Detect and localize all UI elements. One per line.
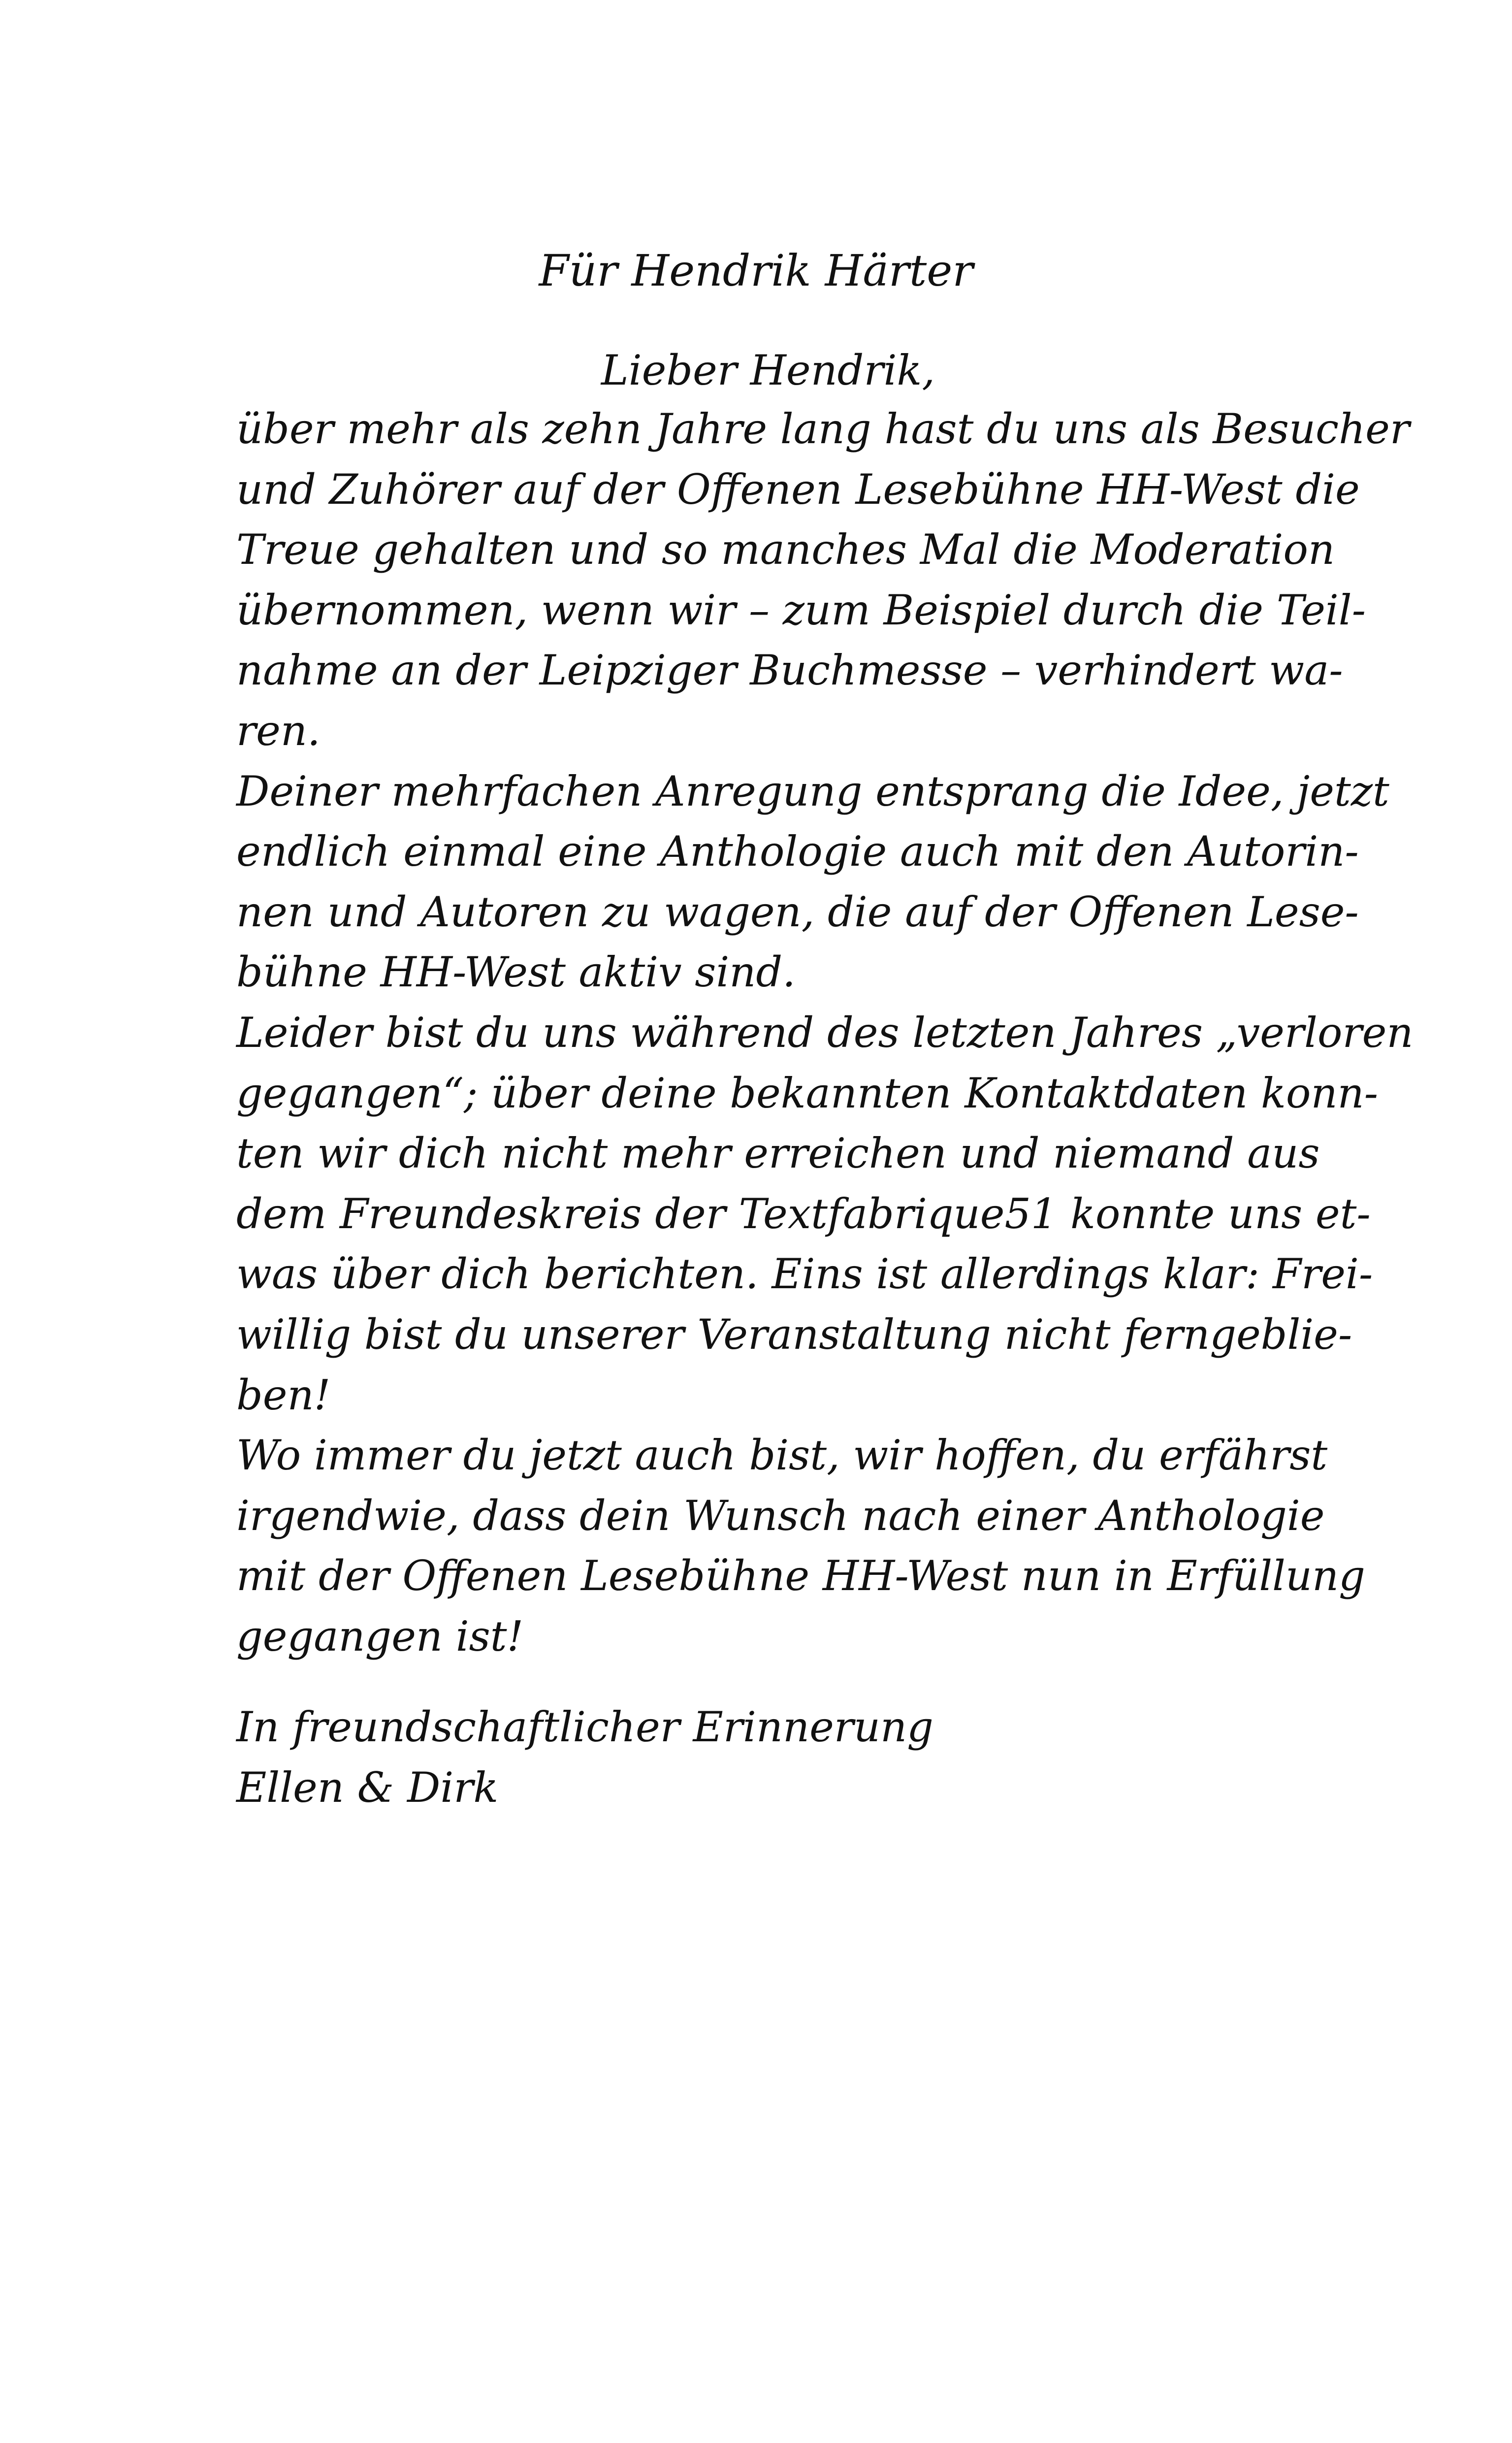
text-line: Wo immer du jetzt auch bist, wir hoffen, du erfährst	[236, 1431, 1328, 1480]
closing-block	[236, 1696, 1300, 1817]
text-line: irgendwie, dass dein Wunsch nach einer Anthologie	[236, 1491, 1325, 1540]
letter-body	[236, 399, 1414, 1666]
text-line: ren.	[236, 706, 321, 755]
text-line: ten wir dich nicht mehr erreichen und niemand aus	[236, 1129, 1320, 1178]
text-line: bühne HH-West aktiv sind.	[236, 948, 796, 997]
text-line: ben!	[236, 1370, 331, 1419]
text-line: Leider bist du uns während des letzten Jahres „verloren	[236, 1008, 1414, 1057]
text-line: was über dich berichten. Eins ist allerdings klar: Frei-	[236, 1250, 1373, 1299]
signature: Ellen & Dirk	[236, 1763, 499, 1812]
closing-text: In freundschaftlicher Erinnerung	[236, 1703, 933, 1751]
text-line: über mehr als zehn Jahre lang hast du uns als Besucher	[236, 405, 1410, 453]
text-line: nahme an der Leipziger Buchmesse – verhindert wa-	[236, 646, 1343, 695]
salutation: Lieber Hendrik,	[601, 346, 935, 394]
text-line: endlich einmal eine Anthologie auch mit den Autorin-	[236, 827, 1359, 876]
text-line: gegangen ist!	[236, 1612, 524, 1661]
text-line: Treue gehalten und so manches Mal die Moderation	[236, 525, 1335, 574]
text-line: übernommen, wenn wir – zum Beispiel durch die Teil-	[236, 586, 1366, 634]
text-line: willig bist du unserer Veranstaltung nicht ferngeblie-	[236, 1310, 1352, 1359]
text-line: dem Freundeskreis der Textfabrique51 konnte uns et-	[236, 1189, 1371, 1238]
text-line: Deiner mehrfachen Anregung entsprang die Idee, jetzt	[236, 767, 1389, 815]
text-line: nen und Autoren zu wagen, die auf der Offenen Lese-	[236, 887, 1359, 936]
text-line: und Zuhörer auf der Offenen Lesebühne HH-West die	[236, 465, 1360, 514]
text-line: gegangen“; über deine bekannten Kontaktdaten konn-	[236, 1069, 1379, 1117]
dedication-title: Für Hendrik Härter	[539, 245, 973, 296]
text-line: mit der Offenen Lesebühne HH-West nun in Erfüllung	[236, 1552, 1365, 1600]
